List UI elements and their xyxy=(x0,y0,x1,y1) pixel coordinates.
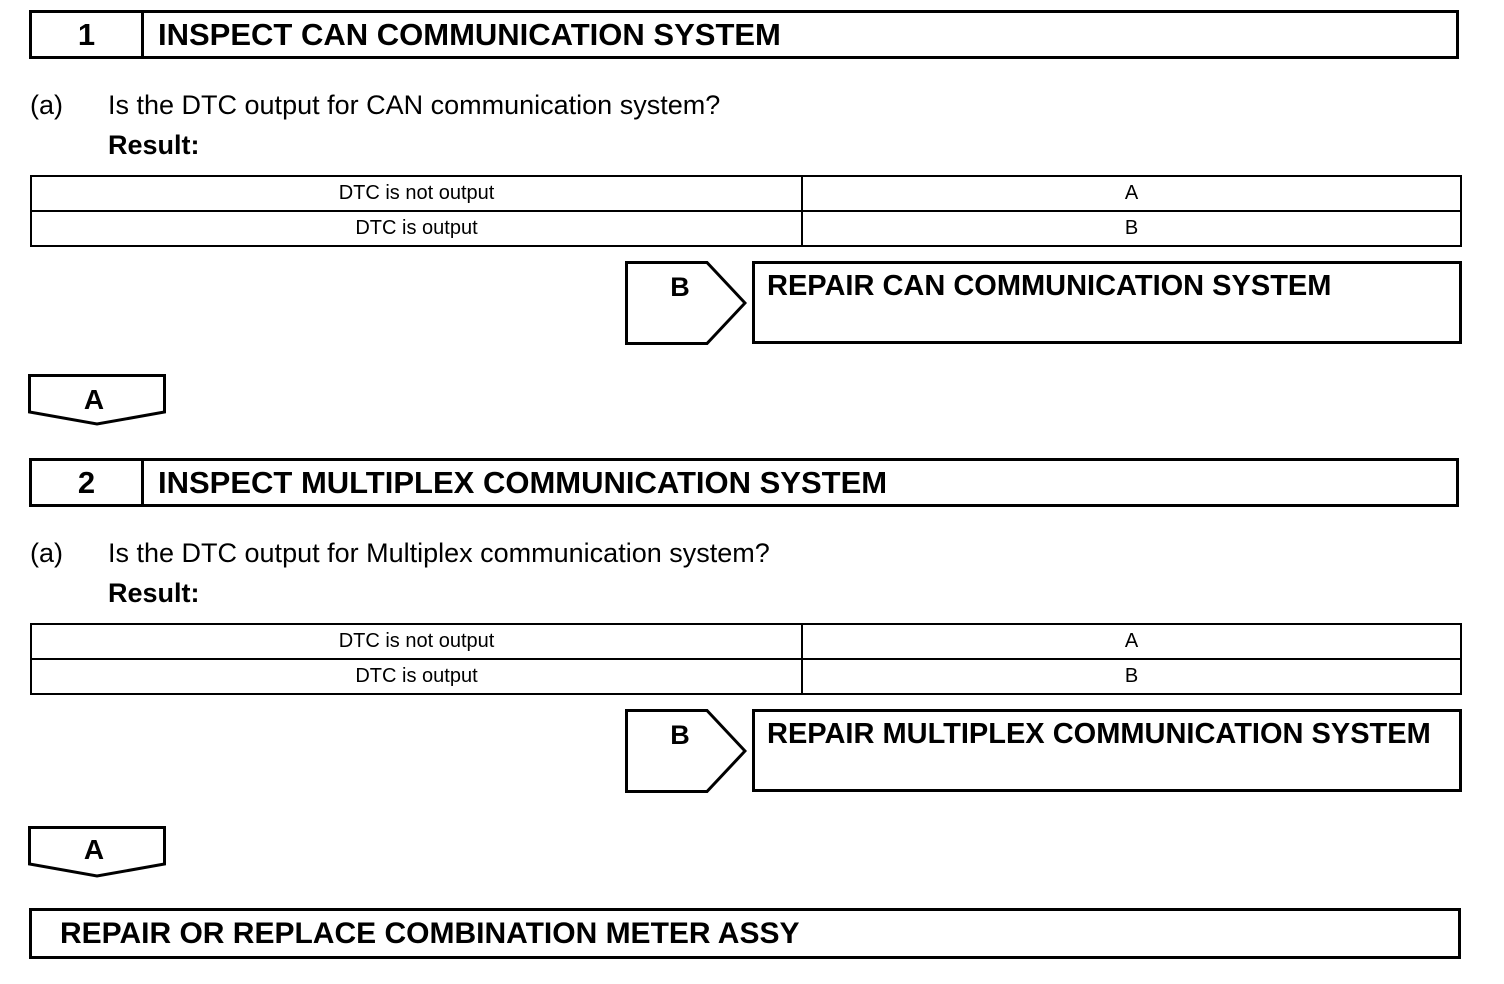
table-row xyxy=(31,211,1461,246)
step-1-result-label: Result: xyxy=(108,130,200,160)
step-2-title: INSPECT MULTIPLEX COMMUNICATION SYSTEM xyxy=(158,465,888,500)
step-2-question: Is the DTC output for Multiplex communication system? xyxy=(108,538,770,568)
step-1-branch-letter: B xyxy=(670,272,690,302)
step-2-branch-letter: B xyxy=(670,720,690,750)
code-cell: B xyxy=(802,211,1461,246)
step-2-number: 2 xyxy=(32,461,144,504)
table-row xyxy=(31,624,1461,659)
step-1-question-label: (a) xyxy=(30,90,63,120)
condition-cell: DTC is output xyxy=(31,211,802,246)
step-1-continue-letter: A xyxy=(83,384,105,415)
condition-cell: DTC is output xyxy=(31,659,802,694)
final-action-box xyxy=(29,908,1461,959)
step-2-action-text: REPAIR MULTIPLEX COMMUNICATION SYSTEM xyxy=(767,718,1431,750)
step-2-continue-letter: A xyxy=(83,834,105,865)
step-1-header xyxy=(29,10,1459,59)
step-1-result-table xyxy=(30,175,1462,247)
step-2-result-label: Result: xyxy=(108,578,200,608)
step-1-question: Is the DTC output for CAN communication system? xyxy=(108,90,721,120)
code-cell: A xyxy=(802,176,1461,211)
table-row xyxy=(31,659,1461,694)
step-2-action-box xyxy=(752,709,1462,792)
table-row xyxy=(31,176,1461,211)
step-1-action-text: REPAIR CAN COMMUNICATION SYSTEM xyxy=(767,270,1332,302)
code-cell: A xyxy=(802,624,1461,659)
step-2-header xyxy=(29,458,1459,507)
condition-cell: DTC is not output xyxy=(31,624,802,659)
final-action-text: REPAIR OR REPLACE COMBINATION METER ASSY xyxy=(60,917,800,950)
step-1-number: 1 xyxy=(32,13,144,56)
step-2-question-label: (a) xyxy=(30,538,63,568)
code-cell: B xyxy=(802,659,1461,694)
step-2-result-table xyxy=(30,623,1462,695)
condition-cell: DTC is not output xyxy=(31,176,802,211)
step-1-action-box xyxy=(752,261,1462,344)
step-1-title: INSPECT CAN COMMUNICATION SYSTEM xyxy=(158,17,781,52)
